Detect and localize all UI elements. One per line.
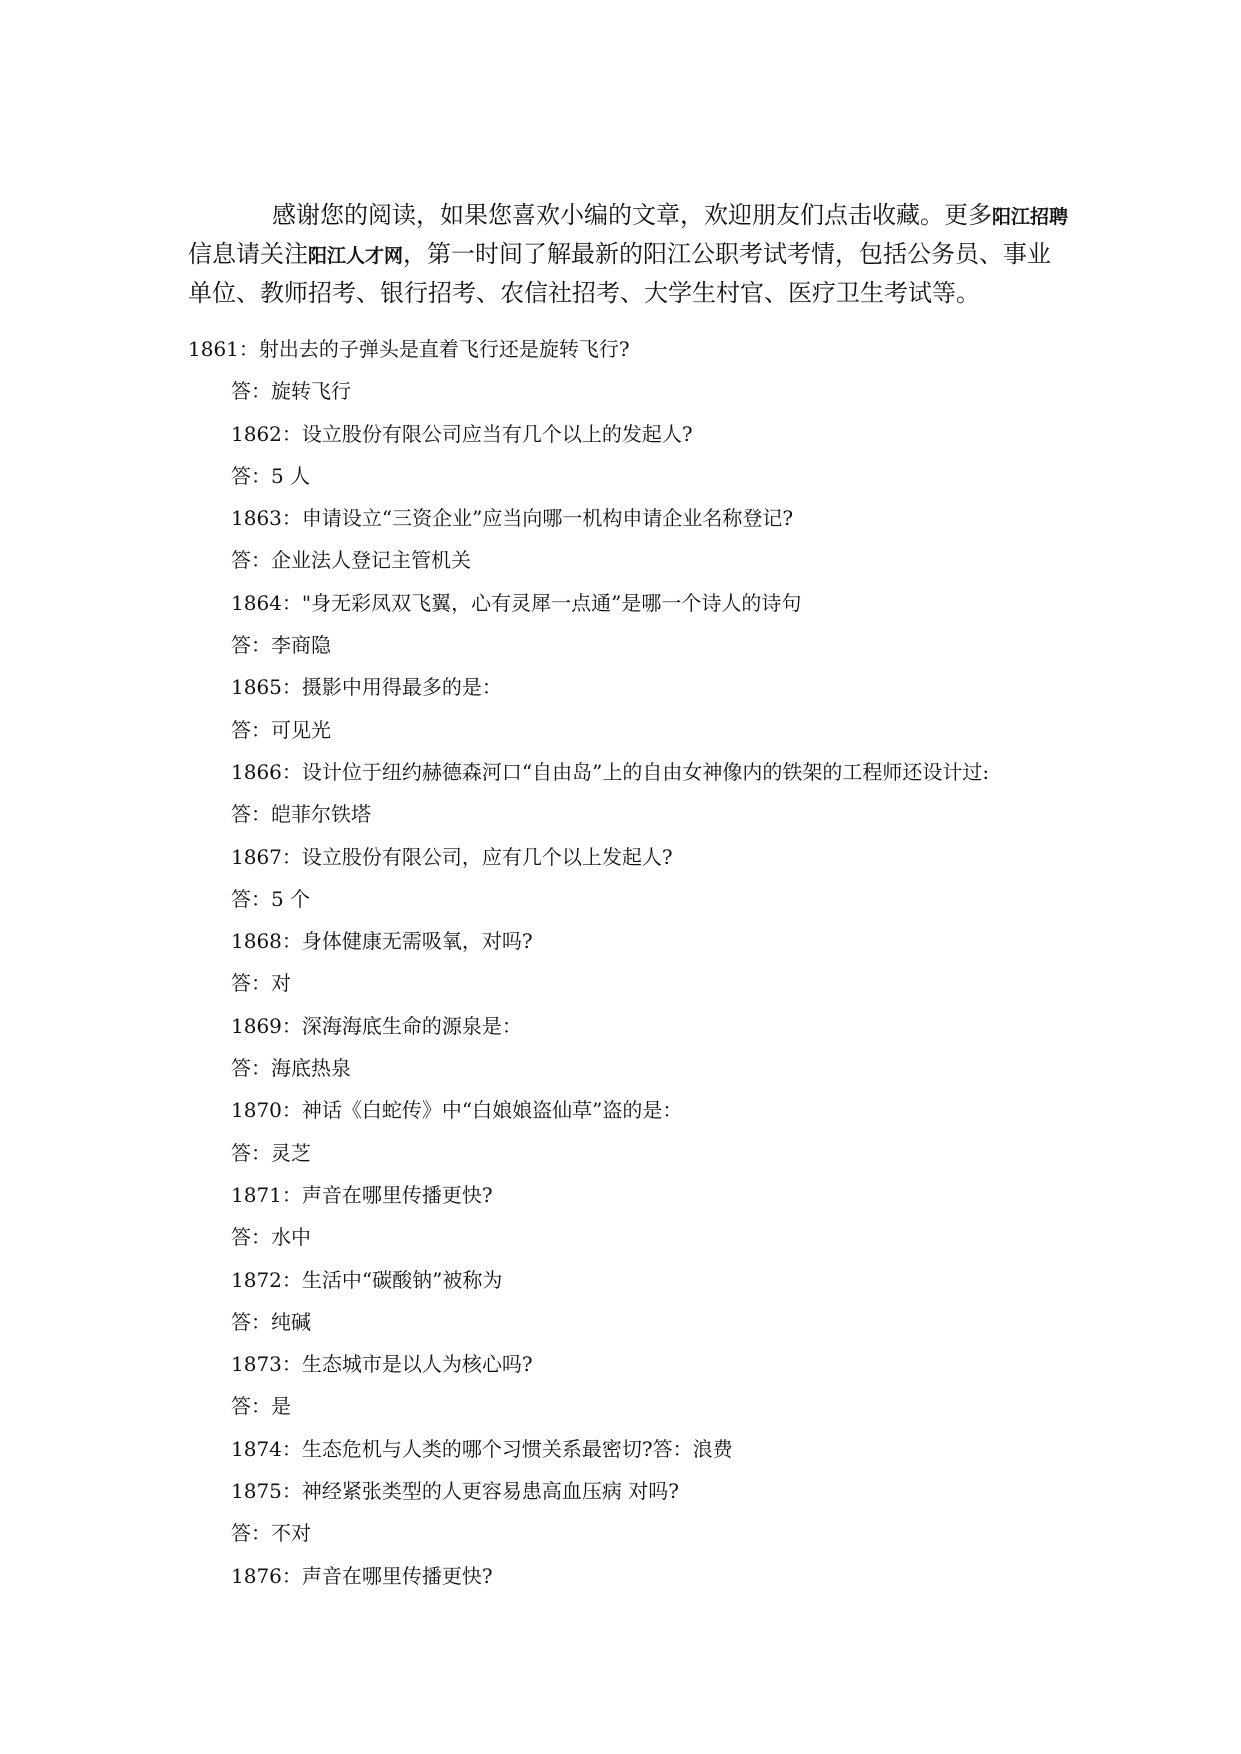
answer-1864: 答：李商隐 xyxy=(231,633,331,658)
intro-text-3: ，第一时间了解最新的阳江公职考试考情，包括公务员、事业单位、教师招考、银行招考、农信社招考、大学生村官、医疗卫生考试等。 xyxy=(188,240,1052,307)
intro-paragraph xyxy=(188,197,1068,312)
question-1866: 1866：设计位于纽约赫德森河口“自由岛”上的自由女神像内的铁架的工程师还设计过: xyxy=(231,759,990,784)
question-1864: 1864："身无彩凤双飞翼，心有灵犀一点通”是哪一个诗人的诗句 xyxy=(231,590,802,615)
answer-1861: 答：旋转飞行 xyxy=(231,379,351,404)
question-1871: 1871：声音在哪里传播更快? xyxy=(231,1182,493,1207)
question-1868: 1868：身体健康无需吸氧，对吗? xyxy=(231,929,533,954)
answer-1871: 答：水中 xyxy=(231,1225,311,1250)
question-1876: 1876：声音在哪里传播更快? xyxy=(231,1563,493,1588)
question-1865: 1865：摄影中用得最多的是： xyxy=(231,675,502,700)
question-1870: 1870：神话《白蛇传》中“白娘娘盗仙草”盗的是： xyxy=(231,1098,683,1123)
question-1873: 1873：生态城市是以人为核心吗? xyxy=(231,1352,533,1377)
answer-1862: 答：5 人 xyxy=(231,463,311,488)
question-answer-1874: 1874：生态危机与人类的哪个习惯关系最密切?答：浪费 xyxy=(231,1436,733,1461)
qa-list xyxy=(0,328,1241,1597)
answer-1869: 答：海底热泉 xyxy=(231,1056,351,1081)
intro-keyword-recruitment: 阳江招聘 xyxy=(992,206,1069,228)
answer-1872: 答：纯碱 xyxy=(231,1309,311,1334)
answer-1868: 答：对 xyxy=(231,971,291,996)
answer-1873: 答：是 xyxy=(231,1394,291,1419)
intro-keyword-talent-site: 阳江人才网 xyxy=(308,245,404,267)
question-1872: 1872：生活中“碳酸钠”被称为 xyxy=(231,1267,503,1292)
answer-1863: 答：企业法人登记主管机关 xyxy=(231,548,471,573)
answer-1867: 答：5 个 xyxy=(231,886,311,911)
question-1862: 1862：设立股份有限公司应当有几个以上的发起人? xyxy=(231,421,693,446)
intro-text-1: 感谢您的阅读，如果您喜欢小编的文章，欢迎朋友们点击收藏。更多 xyxy=(272,201,992,229)
question-1869: 1869：深海海底生命的源泉是： xyxy=(231,1013,522,1038)
question-1863: 1863：申请设立“三资企业”应当向哪一机构申请企业名称登记? xyxy=(231,506,794,531)
intro-text-2: 信息请关注 xyxy=(188,240,308,268)
question-1875: 1875：神经紧张类型的人更容易患高血压病 对吗? xyxy=(231,1479,679,1504)
answer-1875: 答：不对 xyxy=(231,1521,311,1546)
answer-1865: 答：可见光 xyxy=(231,717,331,742)
answer-1870: 答：灵芝 xyxy=(231,1140,311,1165)
question-1861: 1861：射出去的子弹头是直着飞行还是旋转飞行? xyxy=(188,337,630,361)
answer-1866: 答：皑菲尔铁塔 xyxy=(231,802,371,827)
question-1867: 1867：设立股份有限公司，应有几个以上发起人? xyxy=(231,844,673,869)
